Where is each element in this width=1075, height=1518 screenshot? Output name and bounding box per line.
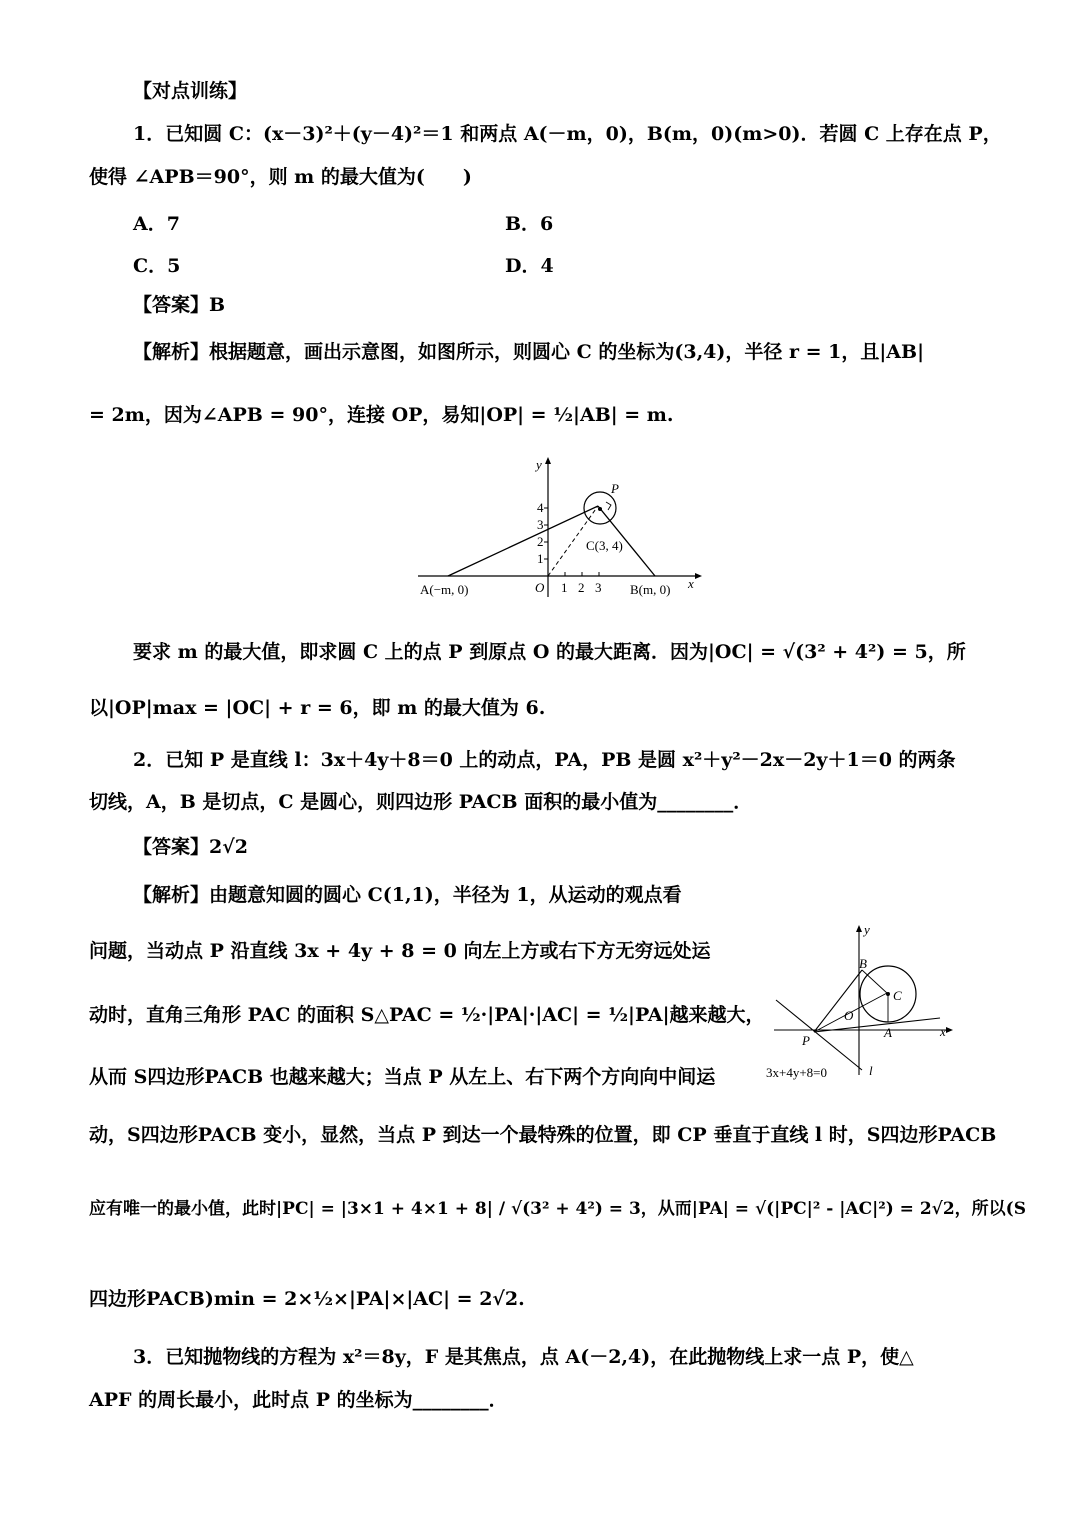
section-title: 【对点训练】 [133,80,248,102]
q1-y-label: y [536,457,542,472]
q2-a-label: A [884,1025,892,1040]
q1-ytick-label-1: 1 [537,551,544,566]
q2-tangent-pb [814,970,862,1032]
q2-stem-line1: 2．已知 P 是直线 l：3x＋4y＋8＝0 上的动点，PA，PB 是圆 x²＋y²－2x－2y＋1＝0 的两条 [133,749,956,771]
q1-explain-line2: = 2m，因为∠APB = 90°，连接 OP，易知|OP| = ½|AB| = m. [89,404,674,426]
q2-p-label: P [802,1033,810,1048]
q1-stem-line1: 1．已知圆 C：(x－3)²＋(y－4)²＝1 和两点 A(－m，0)，B(m，0)(m>0)．若圆 C 上存在点 P， [133,123,1002,145]
q1-option-c: C．5 [133,255,181,277]
q1-b-label: B(m, 0) [630,582,671,597]
q2-radius-cb [862,970,888,994]
q1-figure [400,452,710,604]
q3-stem-line1: 3．已知抛物线的方程为 x²＝8y，F 是其焦点，点 A(－2,4)，在此抛物线上求一点 P，使△ [133,1346,914,1368]
q1-option-a: A．7 [133,213,180,235]
q1-right-angle-mark [606,502,611,510]
q2-origin-label: O [844,1008,854,1023]
q1-option-d: D．4 [505,255,554,277]
q1-answer: 【答案】B [133,294,226,316]
q2-explain-line4: 从而 S四边形PACB 也越来越大；当点 P 从左上、右下两个方向向中间运 [89,1066,716,1088]
q1-origin-label: O [535,580,545,595]
q2-answer: 【答案】2√2 [133,836,248,858]
q2-explain-line6: 应有唯一的最小值，此时|PC| = |3×1 + 4×1 + 8| / √(3² + 4²) = 3，从而|PA| = √(|PC|² - |AC|²) = 2√2，所以(S [89,1199,1026,1219]
q1-y-arrow [545,457,551,464]
q1-x-label: x [688,576,694,591]
q1-option-b: B．6 [505,213,554,235]
q1-ytick-label-3: 3 [537,517,544,532]
q1-xtick-label-1: 1 [561,580,568,595]
q3-stem-line2: APF 的周长最小，此时点 P 的坐标为________． [89,1389,508,1411]
q2-y-label: y [864,922,870,937]
q2-line-label: 3x+4y+8=0 [766,1065,827,1080]
q1-explain-line4: 以|OP|max = |OC| + r = 6，即 m 的最大值为 6. [89,697,546,719]
q1-ytick-label-2: 2 [537,534,544,549]
q2-explain-line5: 动，S四边形PACB 变小，显然，当点 P 到达一个最特殊的位置，即 CP 垂直于直线 l 时，S四边形PACB [89,1124,997,1146]
q2-b-label: B [859,956,867,971]
q2-figure [762,920,962,1085]
q1-explain-line3: 要求 m 的最大值，即求圆 C 上的点 P 到原点 O 的最大距离．因为|OC| = √(3² + 4²) = 5，所 [133,641,966,663]
q2-y-arrow [856,925,862,932]
q2-stem-line2: 切线，A，B 是切点，C 是圆心，则四边形 PACB 面积的最小值为________． [89,791,753,813]
q1-c-label: C(3, 4) [586,538,623,553]
q2-explain-line3: 动时，直角三角形 PAC 的面积 S△PAC = ½·|PA|·|AC| = ½|PA|越来越大， [89,1004,765,1026]
q1-explain-line1: 【解析】根据题意，画出示意图，如图所示，则圆心 C 的坐标为(3,4)，半径 r = 1，且|AB| [133,341,925,363]
q1-x-arrow [695,573,702,579]
q1-segment-ap [448,506,598,576]
q1-xtick-label-2: 2 [578,580,585,595]
q2-x-arrow [946,1027,953,1033]
q1-a-label: A(−m, 0) [420,582,469,597]
q2-x-label: x [940,1024,946,1039]
q1-stem-line2: 使得 ∠APB＝90°，则 m 的最大值为( ) [89,166,472,188]
q1-p-label: P [611,481,619,496]
q1-xtick-label-3: 3 [595,580,602,595]
q2-l-label: l [869,1063,873,1078]
q2-explain-line1: 【解析】由题意知圆的圆心 C(1,1)，半径为 1，从运动的观点看 [133,884,682,906]
q1-center-dot [598,507,602,511]
q2-c-label: C [893,988,902,1003]
q1-ytick-label-4: 4 [537,500,544,515]
q2-explain-line2: 问题，当动点 P 沿直线 3x + 4y + 8 = 0 向左上方或右下方无穷远处运 [89,940,711,962]
q2-explain-line7: 四边形PACB)min = 2×½×|PA|×|AC| = 2√2. [89,1288,525,1310]
